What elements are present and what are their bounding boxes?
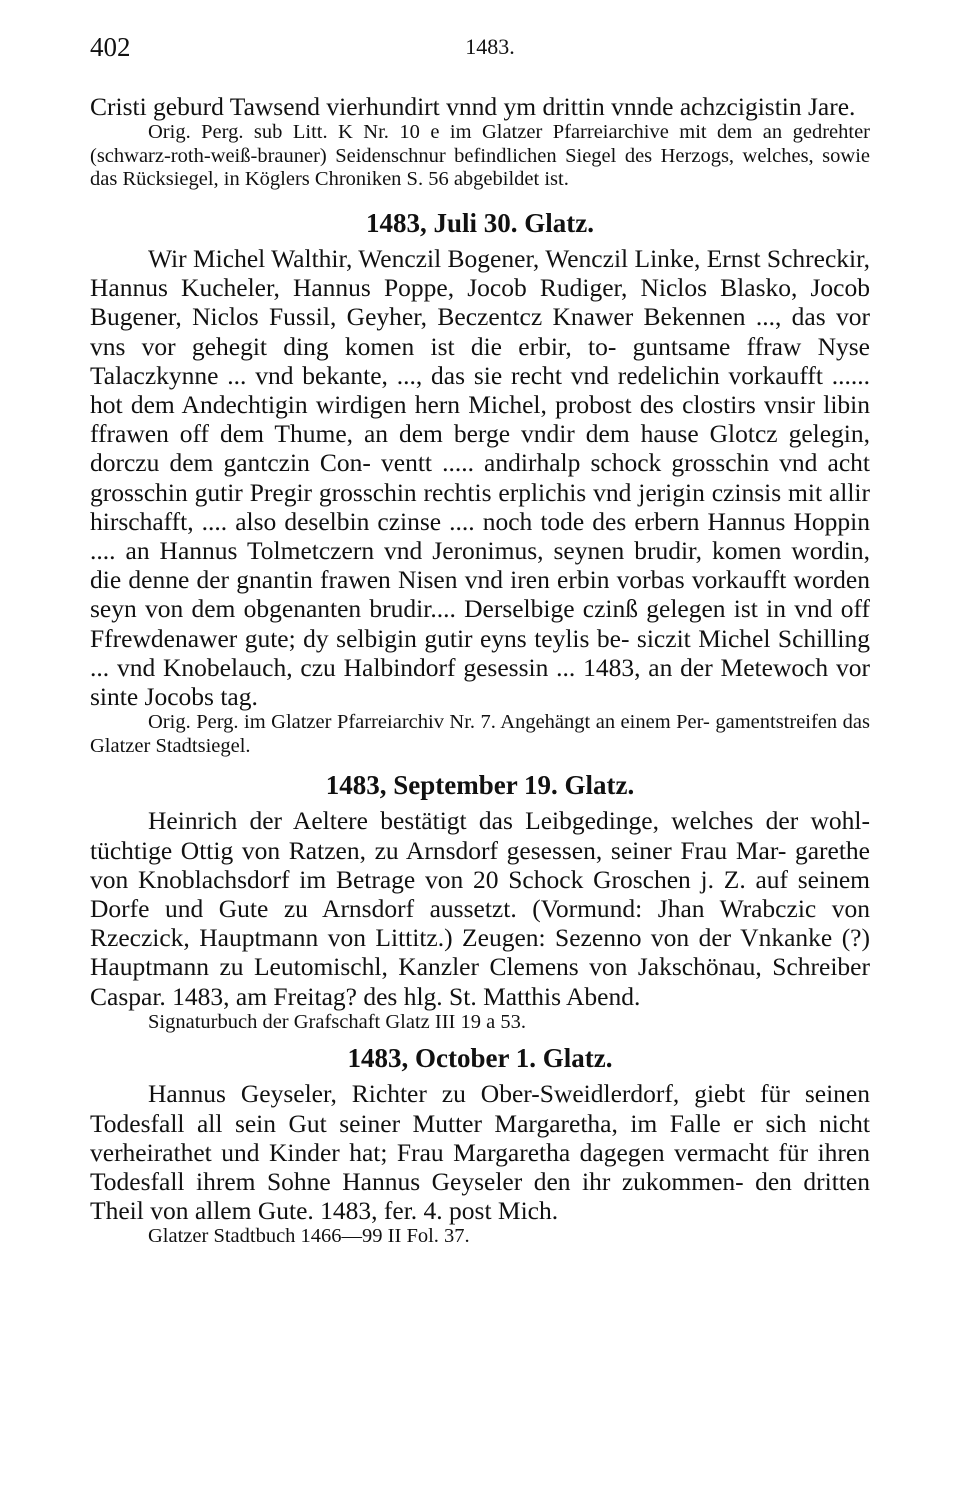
page-header xyxy=(90,32,890,72)
running-head: 1483. xyxy=(465,34,515,59)
page-number: 402 xyxy=(90,32,131,62)
entry-heading: 1483, October 1. Glatz. xyxy=(347,1043,613,1074)
entry-source-note: Orig. Perg. im Glatzer Pfarreiarchiv Nr. 7. Angehängt an einem Per- gamentstreifen das Glatzer Stadtsiegel. xyxy=(90,711,870,757)
entry-1483-september-19 xyxy=(90,770,870,1034)
intro-text: Cristi geburd Tawsend vierhundirt vnnd ym drittin vnnde achzcigistin Jare. xyxy=(90,92,856,121)
entry-source-note: Signaturbuch der Grafschaft Glatz III 19 a 53. xyxy=(148,1010,526,1033)
entry-heading: 1483, September 19. Glatz. xyxy=(325,770,635,801)
entry-heading: 1483, Juli 30. Glatz. xyxy=(366,207,594,238)
entry-1483-july-30 xyxy=(90,208,870,758)
entry-text: Wir Michel Walthir, Wenczil Bogener, Wenczil Linke, Ernst Schreckir, Hannus Kucheler, Hannus Poppe, Jocob Rudiger, Niclos Blasko, Jocob Bugener, Niclos Fussil, Geyher, Beczentcz Knawer Bekennen ..., das vor vns vor gehegit ding komen ist die erbir, to- guntsame ffraw Nyse Talaczkynne ... vnd bekante, ..., das sie recht vnd redelichin vorkaufft ...... hot dem Andechtigin wirdigen hern Michel, probost des clostirs vnsir libin ffrawen off dem Thume, an dem berge vndir dem hause Glotcz gelegin, dorczu dem gantczin Con- ventt ..... andirhalp schock grosschin vnd acht grosschin gutir Pregir grosschin rechtis erplichis vnd jerigin czinsis mit allir hirschafft, .... also deselbin czinse .... noch tode des erbern Hannus Hoppin .... an Hannus Tolmetczern vnd Jeronimus, seynen brudir, komen wordin, die denne der gnantin frawen Nisen vnd iren erbin vorbas vorkaufft worden seyn von dem obgenanten brudir.... Derselbige czinß gelegen ist in vnd off Ffrewdenawer gute; dy selbigin gutir eyns teylis be- siczit Michel Schilling ... vnd Knobelauch, czu Halbindorf gesessin ... 1483, an der Metewoch vor sinte Jocobs tag. xyxy=(90,243,870,712)
entry-text: Hannus Geyseler, Richter zu Ober-Sweidlerdorf, giebt für seinen Todesfall all sein Gut seiner Mutter Margaretha, im Falle er sich nicht verheirathet und Kinder hat; Frau Margaretha dagegen vermacht für ihren Todesfall ihrem Sohne Hannus Geyseler den ihr zukommen- den dritten Theil von allem Gute. 1483, fer. 4. post Mich. xyxy=(90,1079,870,1226)
entry-1483-october-1 xyxy=(90,1043,870,1249)
section-spacer xyxy=(90,1034,870,1043)
section-spacer xyxy=(90,758,870,770)
intro-source-note: Orig. Perg. sub Litt. K Nr. 10 e im Glatzer Pfarreiarchive mit dem an gedrehter (schwarz-roth-weiß-brauner) Seidenschnur befindlichen Siegel des Herzogs, welches, sowie das Rücksiegel, in Köglers Chroniken S. 56 abgebildet ist. xyxy=(90,121,870,191)
entry-source-note: Glatzer Stadtbuch 1466—99 II Fol. 37. xyxy=(148,1225,470,1248)
document-body xyxy=(90,92,870,1249)
entry-text: Heinrich der Aeltere bestätigt das Leibgedinge, welches der wohl- tüchtige Ottig von Ratzen, zu Arnsdorf gesessen, seiner Frau Mar- garethe von Knoblachsdorf im Betrage von 20 Schock Groschen j. Z. auf seinem Dorfe und Gute zu Arnsdorf aussetzt. (Vormund: Jhan Wrabczic von Rzeczick, Hauptmann von Littitz.) Zeugen: Sezenno von der Vnkanke (?) Hauptmann zu Leutomischl, Kanzler Clemens von Jakschönau, Schreiber Caspar. 1483, am Freitag? des hlg. St. Matthis Abend. xyxy=(90,806,870,1011)
section-spacer xyxy=(90,192,870,208)
